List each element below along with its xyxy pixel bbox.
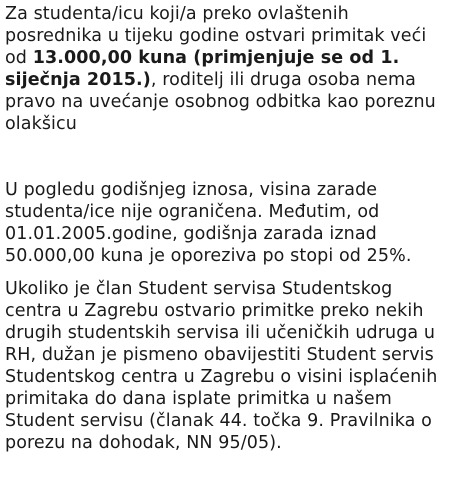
paragraph-other-services: Ukoliko je član Student servisa Studentskog centra u Zagrebu ostvario primitke preko nekih drugih studentskih servisa ili učeničkih udruga u RH, dužan je pismeno obavijestiti Student servis Studentskog centra u Zagrebu o visini isplaćenih primitaka do dana isplate primitka u našem Student servisu (članak 44. točka 9. Pravilnika o porezu na dohodak, NN 95/05). xyxy=(5,279,438,453)
paragraph-income-limit xyxy=(5,3,445,135)
document-body xyxy=(5,3,445,454)
income-threshold-bold: 13.000,00 kuna (primjenjuje se od 1. siječnja 2015.) xyxy=(5,48,400,90)
paragraph-income-limit-text-after: , roditelj ili druga osoba nema pravo na uvećanje osobnog odbitka kao poreznu olakšicu xyxy=(5,70,436,134)
paragraph-annual-earnings: U pogledu godišnjeg iznosa, visina zarade studenta/ice nije ograničena. Međutim, od 01.01.2005.godine, godišnja zarada iznad 50.000,00 kuna je oporeziva po stopi od 25%. xyxy=(5,180,412,266)
paragraph-income-limit-text-before: Za studenta/icu koji/a preko ovlaštenih posrednika u tijeku godine ostvari primitak veći od xyxy=(5,4,427,68)
